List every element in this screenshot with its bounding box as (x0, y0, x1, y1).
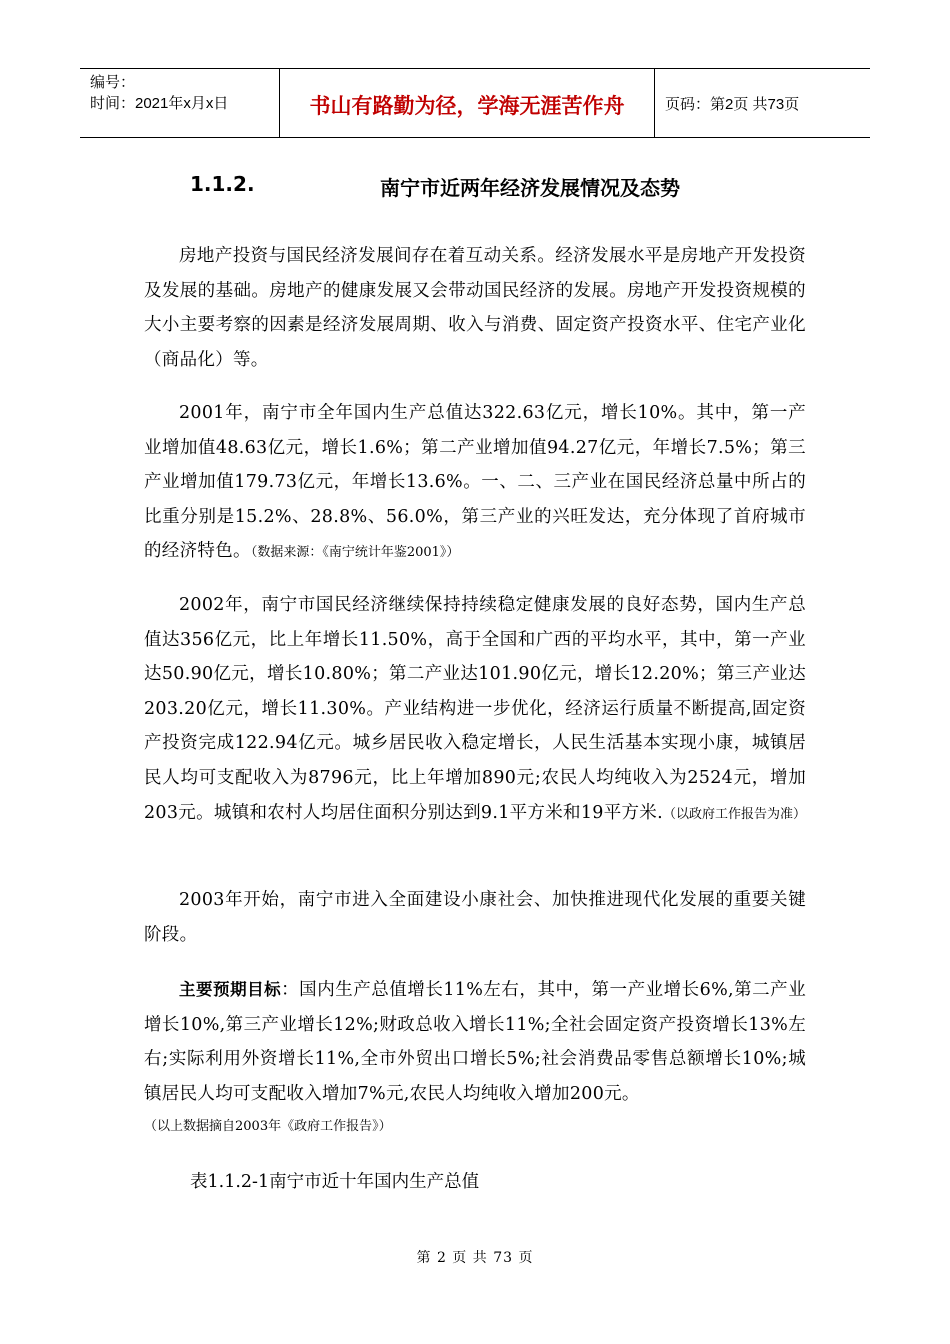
paragraph-3-text: 2002年，南宁市国民经济继续保持持续稳定健康发展的良好态势，国内生产总值达356亿元，比上年增长11.50%，高于全国和广西的平均水平，其中，第一产业达50.90亿元，增长10.80%；第二产业达101.90亿元，增长12.20%；第三产业达203.20亿元，增长11.30%。产业结构进一步优化，经济运行质量不断提高,固定资产投资完成122.94亿元。城乡居民收入稳定增长，人民生活基本实现小康，城镇居民人均可支配收入为8796元，比上年增加890元;农民人均纯收入为2524元，增加203元。城镇和农村人均居住面积分别达到9.1平方米和19平方米. (144, 595, 806, 823)
header-meta (80, 69, 280, 137)
data-source-note: （以上数据摘自2003年《政府工作报告》） (144, 1119, 392, 1134)
header-date: 时间：2021年x月x日 (90, 95, 229, 112)
section-title: 南宁市近两年经济发展情况及态势 (380, 176, 680, 200)
paragraph-2-text: 2001年，南宁市全年国内生产总值达322.63亿元，增长10%。其中，第一产业增加值48.63亿元，增长1.6%；第二产业增加值94.27亿元，年增长7.5%；第三产业增加值179.73亿元，年增长13.6%。一、二、三产业在国民经济总量中所占的比重分别是15.2%、28.8%、56.0%，第三产业的兴旺发达，充分体现了首府城市的经济特色。 (144, 403, 806, 562)
page-header (80, 68, 870, 138)
table-caption: 表1.1.2-1南宁市近十年国内生产总值 (190, 1172, 480, 1192)
paragraph-5-text: ：国内生产总值增长11%左右，其中，第一产业增长6%,第二产业增长10%,第三产业增长12%;财政总收入增长11%;全社会固定资产投资增长13%左右;实际利用外资增长11%,全市外贸出口增长5%;社会消费品零售总额增长10%;城镇居民人均可支配收入增加7%元,农民人均纯收入增加200元。 (144, 980, 806, 1104)
paragraph-5 (144, 973, 806, 1111)
paragraph-2 (144, 396, 806, 571)
section-number: 1.1.2. (190, 172, 255, 196)
paragraph-2-source: （数据来源：《南宁统计年鉴2001》） (250, 545, 460, 561)
header-page-info: 页码：第2页 共73页 (665, 95, 800, 113)
doc-number-label: 编号： (90, 74, 136, 91)
paragraph-5-label: 主要预期目标 (179, 980, 282, 999)
paragraph-3 (144, 588, 806, 832)
page-footer: 第 2 页 共 73 页 (416, 1250, 534, 1266)
paragraph-1: 房地产投资与国民经济发展间存在着互动关系。经济发展水平是房地产开发投资及发展的基础。房地产的健康发展又会带动国民经济的发展。房地产开发投资规模的大小主要考察的因素是经济发展周期、收入与消费、固定资产投资水平、住宅产业化（商品化）等。 (144, 246, 806, 370)
section-heading (190, 172, 790, 201)
paragraph-3-source: （以政府工作报告为准） (662, 806, 806, 822)
header-motto: 书山有路勤为径，学海无涯苦作舟 (280, 69, 655, 137)
paragraph-4: 2003年开始，南宁市进入全面建设小康社会、加快推进现代化发展的重要关键阶段。 (144, 890, 806, 945)
